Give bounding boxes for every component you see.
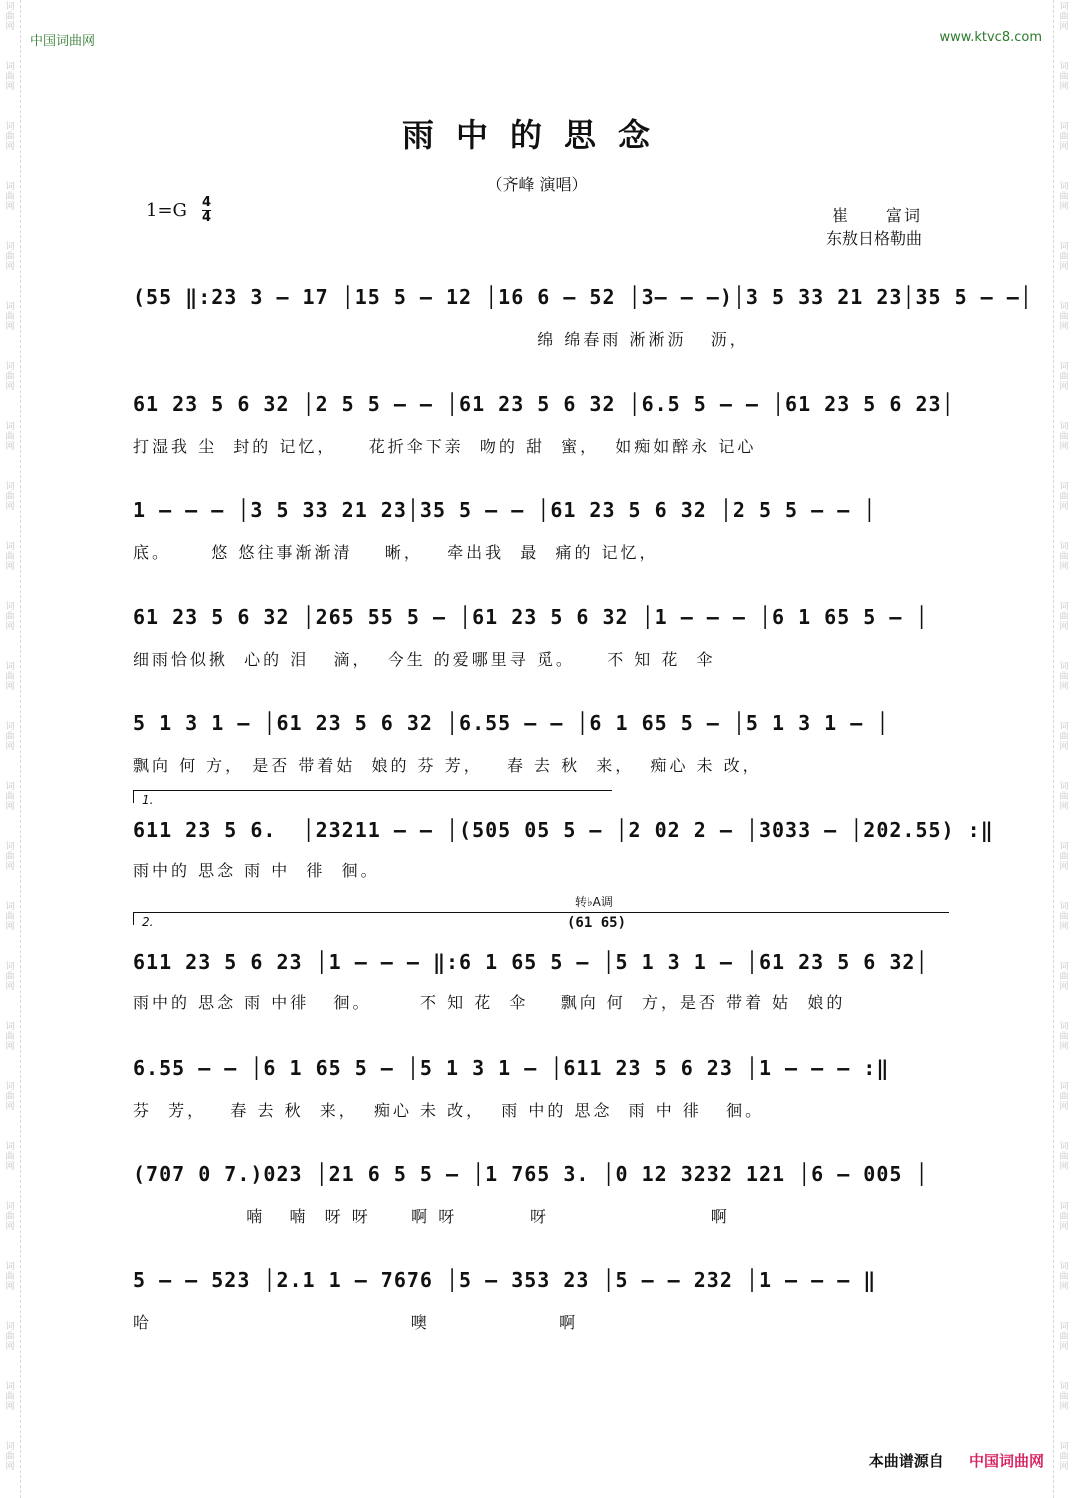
watermark-text: 词 曲 网	[5, 1322, 15, 1352]
watermark-text: 词 曲 网	[5, 782, 15, 812]
watermark-text: 词 曲 网	[5, 1442, 15, 1472]
notation-line: 5 1 3 1 – │61 23 5 6 32 │6.55 – – │6 1 65 5 – │5 1 3 1 – │	[133, 711, 890, 735]
source-label: 本曲谱源自	[868, 1452, 944, 1470]
performer-line: （齐峰 演唱）	[486, 175, 588, 194]
watermark-text: 词 曲 网	[1059, 962, 1069, 992]
volta-bracket-1	[133, 790, 612, 807]
notation-line: 61 23 5 6 32 │265 55 5 – │61 23 5 6 32 │1 – – – │6 1 65 5 – │	[133, 605, 929, 629]
notation-line: 611 23 5 6 23 │1 – – – ‖:6 1 65 5 – │5 1 3 1 – │61 23 5 6 32│	[133, 950, 929, 974]
notation-line: 5 – – 523 │2.1 1 – 7676 │5 – 353 23 │5 – – 232 │1 – – – ‖	[133, 1268, 877, 1292]
notation-line: 6.55 – – │6 1 65 5 – │5 1 3 1 – │611 23 5 6 23 │1 – – – :‖	[133, 1056, 890, 1080]
notation-line: 611 23 5 6. │23211 – – │(505 05 5 – │2 02 2 – │3033 – │202.55) :‖	[133, 818, 994, 842]
watermark-text: 词 曲 网	[1059, 782, 1069, 812]
lyrics-line: 绵 绵春雨 淅淅沥 沥，	[133, 330, 749, 349]
volta-bracket-2	[133, 912, 949, 929]
notation-line: (707 0 7.)023 │21 6 5 5 – │1 765 3. │0 12 3232 121 │6 – 005 │	[133, 1162, 929, 1186]
watermark-text: 词 曲 网	[1059, 602, 1069, 632]
watermark-text: 词 曲 网	[1059, 362, 1069, 392]
watermark-text: 词 曲 网	[5, 302, 15, 332]
watermark-text: 词 曲 网	[1059, 2, 1069, 32]
notation-line: (55 ‖:23 3 – 17 │15 5 – 12 │16 6 – 52 │3– – –)│3 5 33 21 23│35 5 – –│	[133, 285, 1033, 309]
watermark-text: 词 曲 网	[1059, 662, 1069, 692]
watermark-text: 词 曲 网	[1059, 542, 1069, 572]
watermark-text: 词 曲 网	[1059, 302, 1069, 332]
watermark-text: 词 曲 网	[1059, 482, 1069, 512]
composer-credit: 东敖日格勒曲	[825, 229, 922, 248]
watermark-text: 词 曲 网	[5, 1202, 15, 1232]
watermark-text: 词 曲 网	[5, 1082, 15, 1112]
watermark-text: 词 曲 网	[1059, 1382, 1069, 1412]
watermark-text: 词 曲 网	[5, 842, 15, 872]
notation-line: 61 23 5 6 32 │2 5 5 – – │61 23 5 6 32 │6.5 5 – – │61 23 5 6 23│	[133, 392, 955, 416]
watermark-text: 词 曲 网	[5, 902, 15, 932]
volta-label: 2.	[142, 915, 154, 929]
watermark-text: 词 曲 网	[5, 662, 15, 692]
lyrics-line: 喃 喃 呀 呀 啊 呀 呀 啊	[133, 1207, 730, 1226]
watermark-text: 词 曲 网	[1059, 902, 1069, 932]
volta-label: 1.	[142, 793, 154, 807]
lyricist-credit: 崔 富词	[831, 206, 922, 225]
watermark-text: 词 曲 网	[1059, 242, 1069, 272]
site-url-right: www.ktvc8.com	[939, 30, 1042, 45]
time-signature	[202, 196, 211, 225]
source-attribution	[869, 1450, 1044, 1471]
notation-line: 1 – – – │3 5 33 21 23│35 5 – – │61 23 5 6 32 │2 5 5 – – │	[133, 498, 877, 522]
watermark-text: 词 曲 网	[5, 602, 15, 632]
watermark-text: 词 曲 网	[1059, 1142, 1069, 1172]
watermark-text: 词 曲 网	[1059, 122, 1069, 152]
time-sig-bottom: 4	[202, 210, 212, 225]
watermark-text: 词 曲 网	[1059, 842, 1069, 872]
watermark-text: 词 曲 网	[5, 422, 15, 452]
watermark-text: 词 曲 网	[5, 2, 15, 32]
watermark-text: 词 曲 网	[5, 1262, 15, 1292]
watermark-text: 词 曲 网	[1059, 1442, 1069, 1472]
watermark-text: 词 曲 网	[5, 1142, 15, 1172]
watermark-text: 词 曲 网	[5, 542, 15, 572]
watermark-text: 词 曲 网	[1059, 1022, 1069, 1052]
lyrics-line: 雨中的 思念 雨 中徘 徊。 不 知 花 伞 飘向 何 方，是否 带着 姑 娘的	[133, 993, 846, 1012]
watermark-text: 词 曲 网	[1059, 422, 1069, 452]
watermark-text: 词 曲 网	[5, 242, 15, 272]
key-change-label: 转♭A调	[575, 895, 613, 909]
lyrics-line: 细雨恰似揪 心的 泪 滴， 今生 的爱哪里寻 觅。 不 知 花 伞	[133, 650, 716, 669]
watermark-text: 词 曲 网	[1059, 1082, 1069, 1112]
watermark-text: 词 曲 网	[5, 482, 15, 512]
watermark-text: 词 曲 网	[5, 122, 15, 152]
watermark-text: 词 曲 网	[5, 362, 15, 392]
lyrics-line: 打湿我 尘 封的 记忆， 花折伞下亲 吻的 甜 蜜， 如痴如醉永 记心	[133, 437, 757, 456]
watermark-text: 词 曲 网	[1059, 1322, 1069, 1352]
key-signature: 1=G	[146, 200, 187, 221]
watermark-text: 词 曲 网	[5, 722, 15, 752]
watermark-text: 词 曲 网	[1059, 1202, 1069, 1232]
lyrics-line: 雨中的 思念 雨 中 徘 徊。	[133, 861, 380, 880]
watermark-text: 词 曲 网	[1059, 62, 1069, 92]
song-title: 雨中的思念	[401, 116, 672, 154]
watermark-text: 词 曲 网	[5, 962, 15, 992]
watermark-text: 词 曲 网	[1059, 722, 1069, 752]
watermark-text: 词 曲 网	[1059, 182, 1069, 212]
source-site: 中国词曲网	[968, 1452, 1044, 1470]
time-sig-top: 4	[202, 195, 212, 210]
watermark-text: 词 曲 网	[5, 62, 15, 92]
lyrics-line: 飘向 何 方， 是否 带着姑 娘的 芬 芳， 春 去 秋 来， 痴心 未 改，	[133, 756, 762, 775]
lyrics-line: 底。 悠 悠往事渐渐清 晰， 牵出我 最 痛的 记忆，	[133, 543, 659, 562]
key-change-notes: (61 65)	[567, 915, 627, 931]
watermark-text: 词 曲 网	[5, 1382, 15, 1412]
site-name-left: 中国词曲网	[30, 34, 96, 49]
lyrics-line: 芬 芳， 春 去 秋 来， 痴心 未 改， 雨 中的 思念 雨 中 徘 徊。	[133, 1101, 765, 1120]
watermark-text: 词 曲 网	[1059, 1262, 1069, 1292]
watermark-text: 词 曲 网	[5, 182, 15, 212]
watermark-text: 词 曲 网	[5, 1022, 15, 1052]
lyrics-line: 哈 噢 啊	[133, 1313, 579, 1332]
